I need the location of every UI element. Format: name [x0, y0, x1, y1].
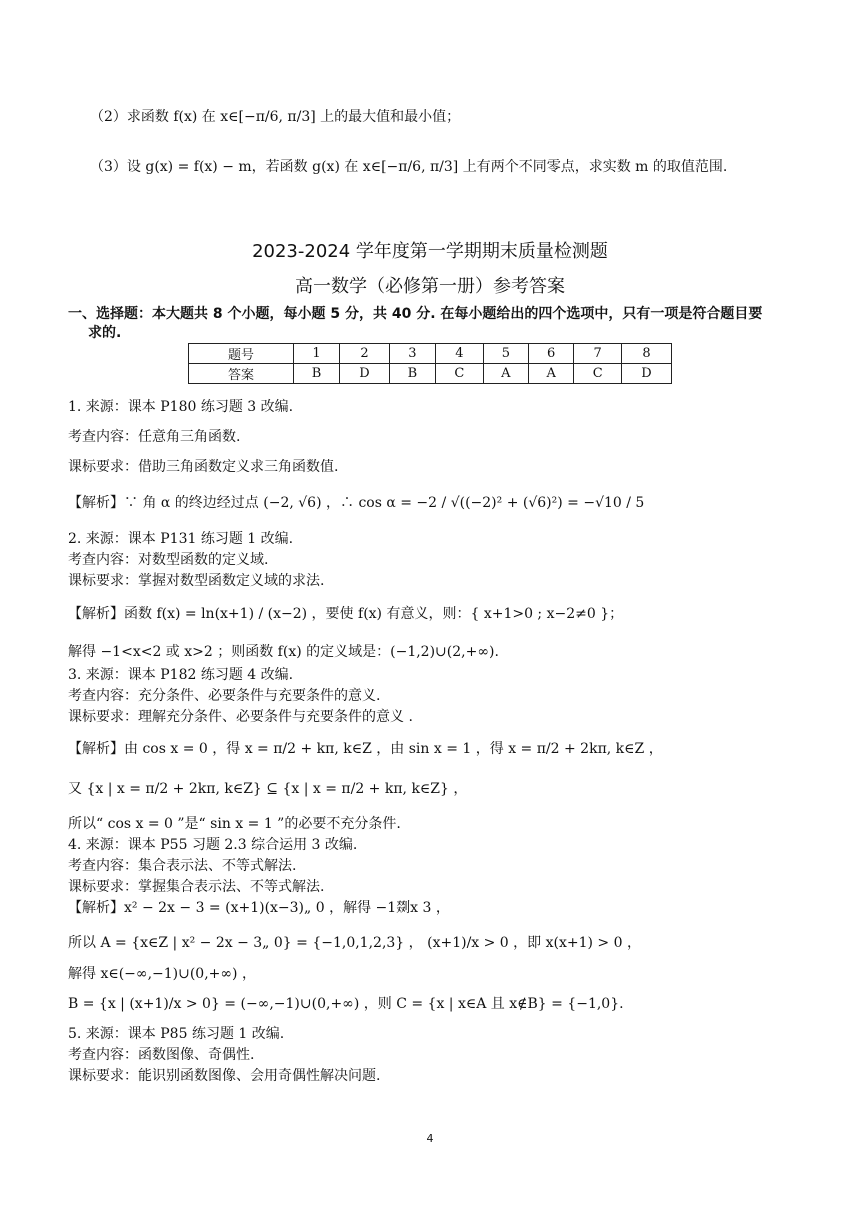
- table-cell: 8: [622, 344, 672, 364]
- item-4-content: 考查内容：集合表示法、不等式解法.: [68, 858, 297, 874]
- page-title: 2023-2024 学年度第一学期期末质量检测题: [252, 241, 608, 262]
- item-4-source: 4. 来源：课本 P55 习题 2.3 综合运用 3 改编.: [68, 837, 358, 853]
- section-heading-cont: 求的.: [88, 325, 122, 341]
- item-1-content: 考查内容：任意角三角函数.: [68, 429, 241, 445]
- table-header-cell: 题号: [189, 344, 294, 364]
- table-cell: B: [294, 364, 340, 384]
- item-5-requirement: 课标要求：能识别函数图像、会用奇偶性解决问题.: [68, 1068, 381, 1084]
- table-cell: D: [340, 364, 390, 384]
- question-3: （3）设 g(x) = f(x) − m，若函数 g(x) 在 x∈[−π/6, π/3] 上有两个不同零点，求实数 m 的取值范围.: [90, 159, 728, 175]
- table-row: [189, 364, 672, 384]
- table-cell: D: [622, 364, 672, 384]
- table-cell: 5: [483, 344, 528, 364]
- item-3-solution: 【解析】由 cos x = 0 ，得 x = π/2 + kπ, k∈Z ，由 sin x = 1 ，得 x = π/2 + 2kπ, k∈Z ，: [68, 741, 663, 757]
- item-5-source: 5. 来源：课本 P85 练习题 1 改编.: [68, 1026, 285, 1042]
- item-3-requirement: 课标要求：理解充分条件、必要条件与充要条件的意义 .: [68, 709, 413, 725]
- question-2: （2）求函数 f(x) 在 x∈[−π/6, π/3] 上的最大值和最小值；: [90, 109, 461, 125]
- item-2-requirement: 课标要求：掌握对数型函数定义域的求法.: [68, 573, 325, 589]
- item-5-content: 考查内容：函数图像、奇偶性.: [68, 1047, 255, 1063]
- table-cell: 7: [574, 344, 622, 364]
- item-2-content: 考查内容：对数型函数的定义域.: [68, 552, 269, 568]
- item-4-solution-2: 所以 A = {x∈Z | x² − 2x − 3„ 0} = {−1,0,1,2,3} ， (x+1)/x > 0 ，即 x(x+1) > 0 ，: [68, 935, 641, 951]
- table-cell: 2: [340, 344, 390, 364]
- item-2-solution-2: 解得 −1<x<2 或 x>2 ；则函数 f(x) 的定义域是：(−1,2)∪(2,+∞).: [68, 644, 499, 660]
- item-3-solution-3: 所以“ cos x = 0 ”是“ sin x = 1 ”的必要不充分条件.: [68, 816, 401, 832]
- table-cell: C: [574, 364, 622, 384]
- table-row: [189, 344, 672, 364]
- table-cell: C: [435, 364, 483, 384]
- item-1-source: 1. 来源：课本 P180 练习题 3 改编.: [68, 399, 294, 415]
- item-4-solution: 【解析】x² − 2x − 3 = (x+1)(x−3)„ 0 ，解得 −1剟x 3 ，: [68, 900, 450, 916]
- item-4-solution-4: B = {x | (x+1)/x > 0} = (−∞,−1)∪(0,+∞) ，则 C = {x | x∈A 且 x∉B} = {−1,0}.: [68, 996, 624, 1012]
- item-2-solution: 【解析】函数 f(x) = ln(x+1) / (x−2) ，要使 f(x) 有意义，则：{ x+1>0 ; x−2≠0 }；: [68, 606, 624, 622]
- page-subtitle: 高一数学（必修第一册）参考答案: [295, 276, 565, 297]
- answer-table: [188, 343, 672, 384]
- item-1-solution: 【解析】∵ 角 α 的终边经过点 (−2, √6) ，∴ cos α = −2 / √((−2)² + (√6)²) = −√10 / 5: [68, 495, 645, 511]
- item-4-requirement: 课标要求：掌握集合表示法、不等式解法.: [68, 879, 325, 895]
- item-3-solution-2: 又 {x | x = π/2 + 2kπ, k∈Z} ⊆ {x | x = π/2 + kπ, k∈Z} ，: [68, 781, 468, 797]
- page-number: 4: [426, 1132, 434, 1145]
- item-1-requirement: 课标要求：借助三角函数定义求三角函数值.: [68, 459, 339, 475]
- section-heading: 一、选择题：本大题共 8 个小题，每小题 5 分，共 40 分. 在每小题给出的四个选项中，只有一项是符合题目要: [68, 306, 763, 322]
- table-cell: 6: [529, 344, 574, 364]
- item-4-solution-3: 解得 x∈(−∞,−1)∪(0,+∞) ，: [68, 966, 256, 982]
- table-cell: 4: [435, 344, 483, 364]
- table-cell: A: [483, 364, 528, 384]
- table-cell: A: [529, 364, 574, 384]
- table-cell: 3: [389, 344, 435, 364]
- item-3-source: 3. 来源：课本 P182 练习题 4 改编.: [68, 667, 294, 683]
- table-cell: 1: [294, 344, 340, 364]
- table-cell: B: [389, 364, 435, 384]
- table-header-cell: 答案: [189, 364, 294, 384]
- item-2-source: 2. 来源：课本 P131 练习题 1 改编.: [68, 531, 294, 547]
- item-3-content: 考查内容：充分条件、必要条件与充要条件的意义.: [68, 688, 381, 704]
